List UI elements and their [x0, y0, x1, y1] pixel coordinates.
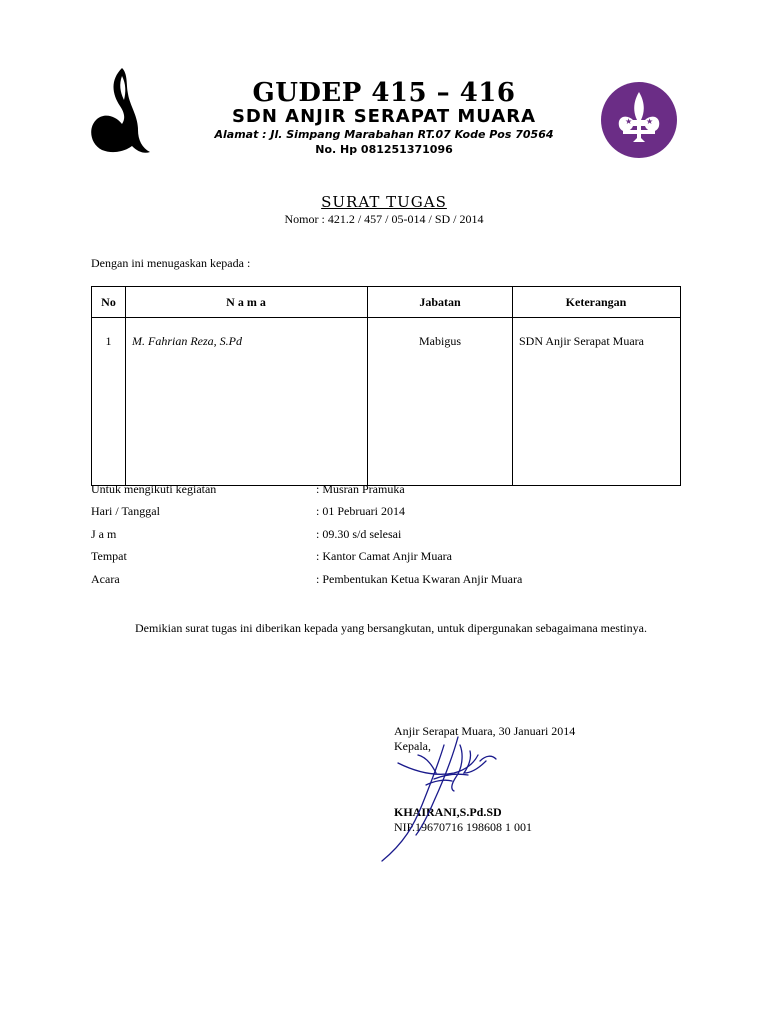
- svg-text:★: ★: [646, 117, 654, 126]
- signature-role: Kepala,: [394, 739, 431, 753]
- table-header-remarks: Keterangan: [513, 287, 681, 318]
- detail-value-event: : Pembentukan Ketua Kwaran Anjir Muara: [316, 572, 523, 586]
- table-row: [92, 318, 681, 486]
- detail-value-activity: : Musran Pramuka: [316, 482, 405, 496]
- header-subtitle: SDN ANJIR SERAPAT MUARA: [231, 106, 537, 127]
- signatory-nip: NIP.19670716 198608 1 001: [394, 820, 533, 834]
- handwritten-signature-icon: [374, 715, 504, 865]
- table-header-row: [92, 287, 681, 318]
- table-cell-remarks: SDN Anjir Serapat Muara: [513, 318, 681, 486]
- detail-label-activity: Untuk mengikuti kegiatan: [91, 482, 217, 496]
- header-phone: No. Hp 081251371096: [315, 143, 453, 156]
- letter-number: Nomor : 421.2 / 457 / 05-014 / SD / 2014: [284, 212, 484, 226]
- table-cell-no: 1: [92, 318, 126, 486]
- table-cell-name: M. Fahrian Reza, S.Pd: [126, 318, 368, 486]
- assignment-table: [91, 286, 681, 486]
- svg-text:★: ★: [625, 117, 633, 126]
- detail-label-event: Acara: [91, 572, 120, 586]
- header-title: GUDEP 415 – 416: [252, 78, 516, 108]
- detail-value-date: : 01 Pebruari 2014: [316, 504, 405, 518]
- detail-label-place: Tempat: [91, 549, 127, 563]
- letter-heading: SURAT TUGAS: [321, 193, 447, 211]
- letter-intro: Dengan ini menugaskan kepada :: [91, 256, 251, 270]
- detail-label-date: Hari / Tanggal: [91, 504, 160, 518]
- signature-place-date: Anjir Serapat Muara, 30 Januari 2014: [394, 724, 576, 738]
- closing-paragraph: Demikian surat tugas ini diberikan kepada yang bersangkutan, untuk dipergunakan sebagaimana mestinya.: [135, 621, 647, 635]
- header-address: Alamat : Jl. Simpang Marabahan RT.07 Kode Pos 70564: [214, 128, 554, 141]
- detail-value-place: : Kantor Camat Anjir Muara: [316, 549, 452, 563]
- table-header-position: Jabatan: [368, 287, 513, 318]
- signatory-name: KHAIRANI,S.Pd.SD: [394, 805, 502, 819]
- table-header-name: N a m a: [126, 287, 368, 318]
- detail-value-time: : 09.30 s/d selesai: [316, 527, 402, 541]
- table-cell-position: Mabigus: [368, 318, 513, 486]
- table-header-no: No: [92, 287, 126, 318]
- detail-label-time: J a m: [91, 527, 117, 541]
